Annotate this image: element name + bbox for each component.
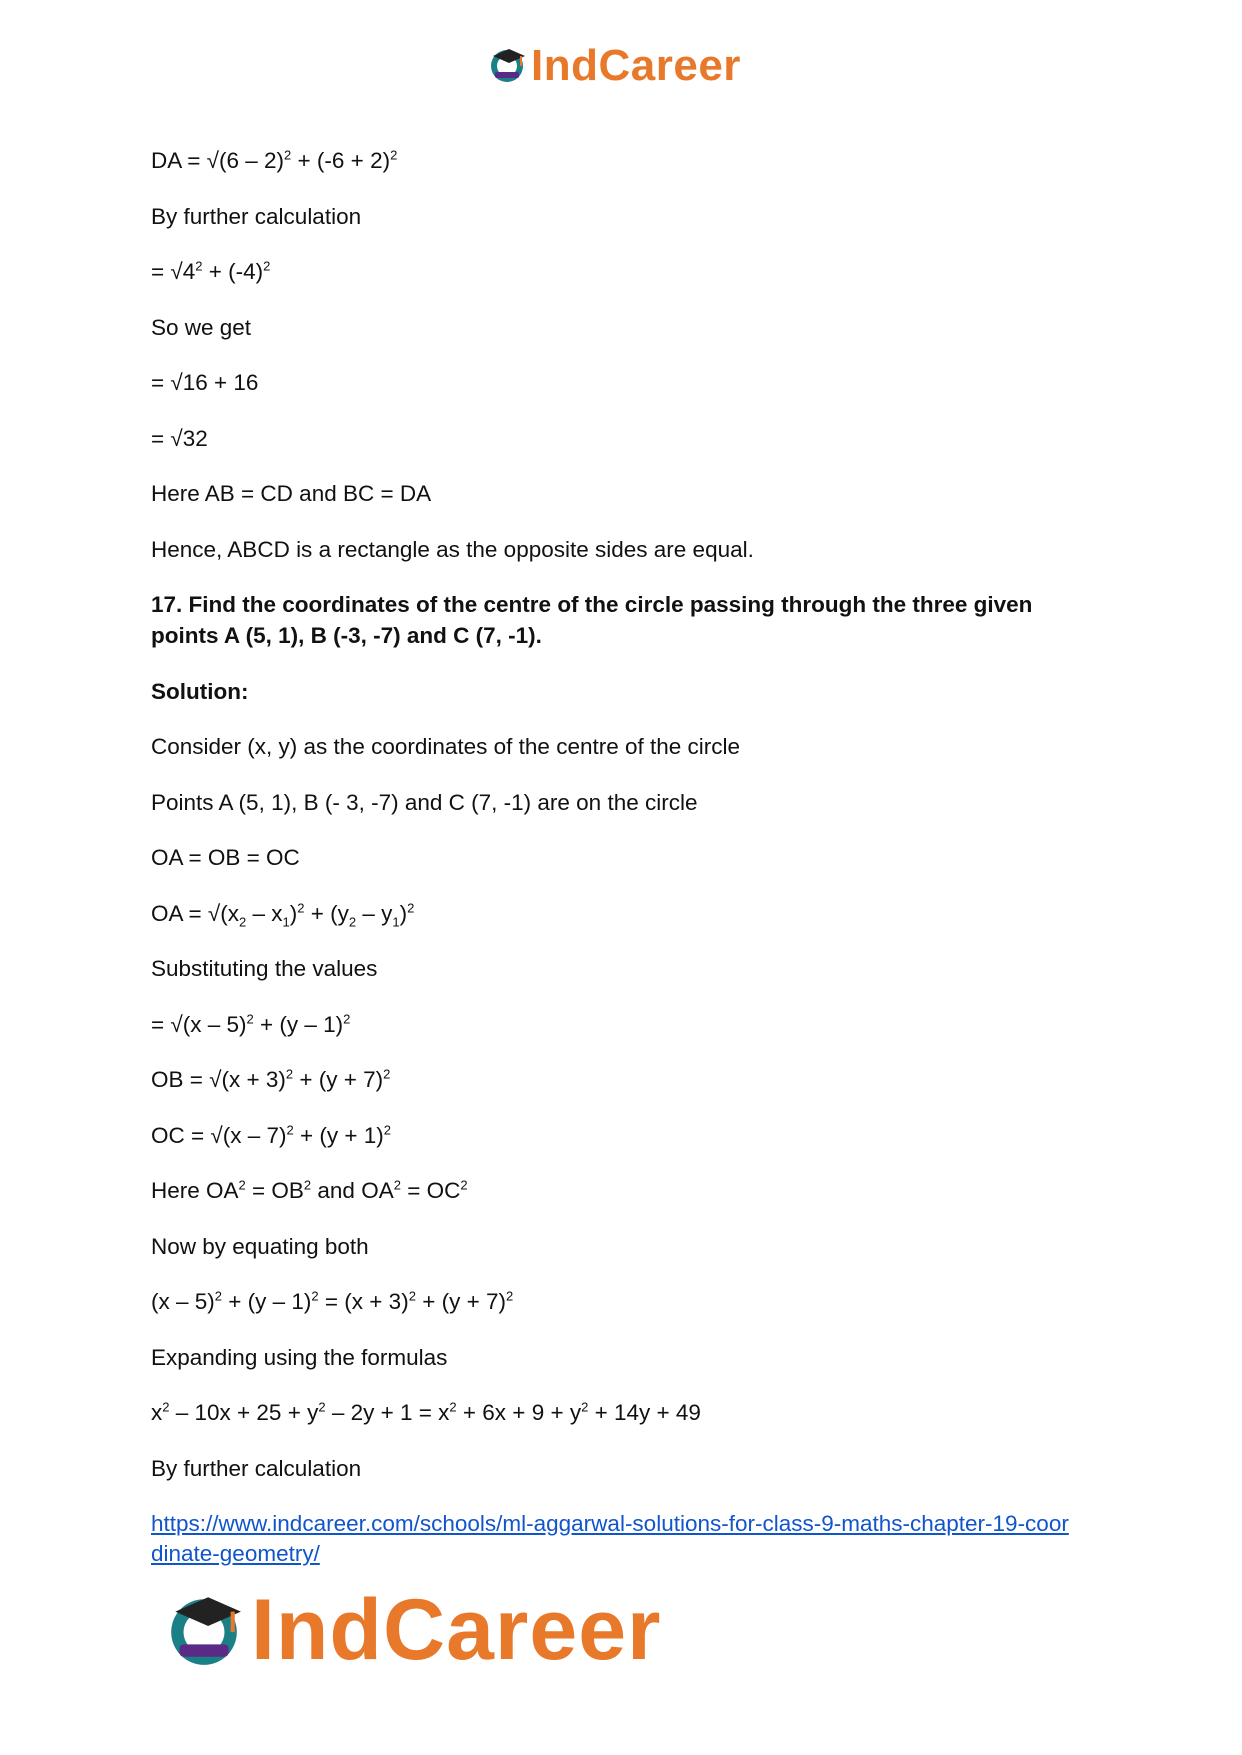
formula-oc: OC = $√(x - 7)^2 + (y + 1)^2$	[151, 1122, 392, 1148]
text-line: Consider (x, y) as the coordinates of the centre of the circle	[151, 734, 741, 759]
formula-sqrt-4: = $√4^2 + (-4)^2$	[151, 258, 271, 284]
text-line: By further calculation	[151, 1456, 362, 1481]
graduation-cap-globe-icon	[163, 1587, 245, 1674]
text-line: Here AB = CD and BC = DA	[151, 481, 432, 506]
text-line: OA = OB = OC	[151, 845, 300, 870]
header-logo	[487, 42, 741, 90]
text-line: By further calculation	[151, 204, 362, 229]
logo-wordmark: IndCareer	[531, 41, 741, 90]
formula-oa-substituted: = √(x – 5)$^2$ + (y – 1)$^2$	[151, 1011, 351, 1037]
source-link-line-1[interactable]: https://www.indcareer.com/schools/ml-aggarwal-solutions-for-class-9-maths-chapter-19-coor	[151, 1511, 1069, 1536]
formula-line: = √16 + 16	[151, 370, 259, 395]
text-line: Expanding using the formulas	[151, 1345, 448, 1370]
text-line: So we get	[151, 315, 252, 340]
formula-expand: $x^2 - 10x + 25 + y^2 - 2y + 1 = x^2 + 6x + 9 + y^2 + 14y + 49$	[151, 1399, 701, 1425]
formula-line: = √32	[151, 426, 208, 451]
footer-logo	[163, 1582, 662, 1678]
text-line: Points A (5, 1), B (- 3, -7) and C (7, -1) are on the circle	[151, 790, 698, 815]
source-link-line-2[interactable]: dinate-geometry/	[151, 1541, 320, 1566]
graduation-cap-globe-icon	[487, 44, 527, 89]
formula-ob: OB = $√(x + 3)^2 + (y + 7)^2$	[151, 1066, 391, 1092]
solution-label: Solution:	[151, 679, 249, 704]
formula-oa-general: OA = $√(x_2 - x_1)^2 + (y_2 - y_1)^2$	[151, 900, 415, 930]
text-line: Now by equating both	[151, 1234, 369, 1259]
formula-da: DA = $√(6 - 2)^2 + (-6 + 2)^2$	[151, 147, 398, 173]
question-17-line-1: 17. Find the coordinates of the centre of the circle passing through the three given	[151, 592, 1033, 617]
logo-wordmark: IndCareer	[251, 1582, 662, 1678]
question-17-line-2: points A (5, 1), B (-3, -7) and C (7, -1).	[151, 623, 542, 648]
text-line: Substituting the values	[151, 956, 378, 981]
formula-equate: $(x - 5)^2 + (y - 1)^2 = (x + 3)^2 + (y + 7)^2$	[151, 1288, 514, 1314]
text-line: Hence, ABCD is a rectangle as the opposite sides are equal.	[151, 537, 754, 562]
formula-here-oa: Here $OA^2 = OB^2$ and $OA^2 = OC^2$	[151, 1177, 468, 1203]
